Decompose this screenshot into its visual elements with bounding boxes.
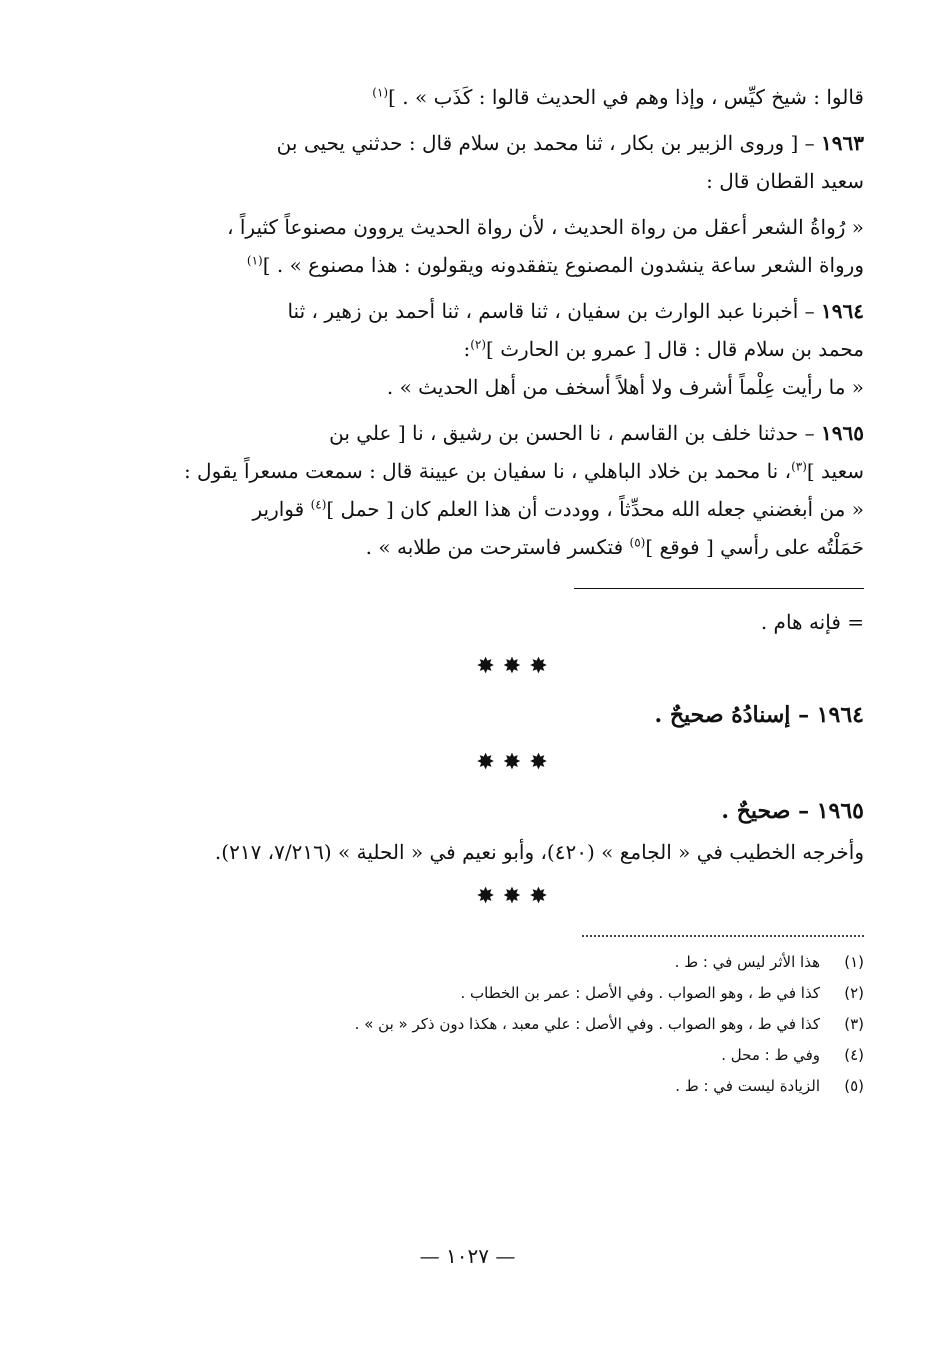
footnote-ref: (١) <box>372 85 389 100</box>
quote-1963 <box>168 208 864 284</box>
footnote-ref: (١) <box>246 253 263 268</box>
footnote-number: (١) <box>844 953 864 971</box>
text-line: حَمَلْتُه على رأسي [ فوقع ] <box>645 535 864 559</box>
text-line: – أخبرنا عبد الوارث بن سفيان ، ثنا قاسم ، ثنا أحمد بن زهير ، ثنا <box>287 299 822 323</box>
item-number: ١٩٦٥ <box>821 421 864 445</box>
text-line: ، نا محمد بن خلاد الباهلي ، نا سفيان بن عيينة قال : سمعت مسعراً يقول : <box>183 459 792 483</box>
footnote-number: (٥) <box>844 1077 864 1095</box>
paragraph-1964 <box>168 292 864 406</box>
stars-divider: ✸✸✸ <box>476 750 556 775</box>
heading-1965: ١٩٦٥ – صحيحٌ . <box>721 798 864 824</box>
footnote-text: وفي ط : محل . <box>721 1046 820 1064</box>
footnote-number: (٤) <box>844 1046 864 1064</box>
footnote-text: كذا في ط ، وهو الصواب . وفي الأصل : علي معبد ، هكذا دون ذكر « بن » . <box>354 1015 820 1033</box>
paragraph-continuation <box>168 78 864 116</box>
footnote <box>168 1071 864 1102</box>
continuation-note: = فإنه هام . <box>760 610 864 634</box>
heading-1964: ١٩٦٤ – إسنادُهُ صحيحٌ . <box>654 702 864 728</box>
footnote-ref: (٤) <box>310 497 327 512</box>
commentary-separator <box>574 588 864 589</box>
paragraph-1965 <box>168 414 864 566</box>
footnote-text: كذا في ط ، وهو الصواب . وفي الأصل : عمر بن الخطاب . <box>460 984 820 1002</box>
footnote-text: الزيادة ليست في : ط . <box>675 1077 820 1095</box>
text-line: « رُواةُ الشعر أعقل من رواة الحديث ، لأن رواة الحديث يروون مصنوعاً كثيراً ، <box>227 215 864 239</box>
text-line: سعيد القطان قال : <box>706 169 864 193</box>
footnote-ref: (٥) <box>629 535 646 550</box>
stars-divider: ✸✸✸ <box>476 654 556 679</box>
footnote <box>168 1040 864 1071</box>
footnote-number: (٣) <box>844 1015 864 1033</box>
footnote <box>168 1009 864 1040</box>
text-line: – حدثنا خلف بن القاسم ، نا الحسن بن رشيق ، نا [ علي بن <box>329 421 822 445</box>
footnote-ref: (٢) <box>470 337 487 352</box>
text-line: : <box>463 337 471 361</box>
text-line: قوارير <box>252 497 311 521</box>
item-number: ١٩٦٣ <box>821 131 864 155</box>
stars-divider: ✸✸✸ <box>476 884 556 909</box>
text-line: فتكسر فاسترحت من طلابه » . <box>365 535 630 559</box>
paragraph-1963 <box>168 124 864 200</box>
text-line: محمد بن سلام قال : قال [ عمرو بن الحارث ] <box>486 337 864 361</box>
footnote-number: (٢) <box>844 984 864 1002</box>
footnotes <box>168 947 864 1102</box>
text-line: « من أبغضني جعله الله محدِّثاً ، ووددت أن هذا العلم كان [ حمل ] <box>326 497 864 521</box>
takhrij-line: وأخرجه الخطيب في « الجامع » (٤٢٠)، وأبو نعيم في « الحلية » (٧/٢١٦، ٢١٧). <box>214 840 864 864</box>
text-line: سعيد ] <box>806 459 864 483</box>
page-number: — ١٠٢٧ — <box>419 1244 516 1268</box>
text-line: قالوا : شيخ كيِّس ، وإذا وهم في الحديث قالوا : كَذَب » . ] <box>388 85 864 109</box>
footnote <box>168 947 864 978</box>
footnote-separator <box>582 935 864 937</box>
document-page <box>168 78 864 1102</box>
text-line: – [ وروى الزبير بن بكار ، ثنا محمد بن سلام قال : حدثني يحيى بن <box>276 131 822 155</box>
footnote-text: هذا الأثر ليس في : ط . <box>674 953 820 971</box>
footnote <box>168 978 864 1009</box>
text-line: ورواة الشعر ساعة ينشدون المصنوع يتفقدونه ويقولون : هذا مصنوع » . ] <box>262 253 864 277</box>
item-number: ١٩٦٤ <box>821 299 864 323</box>
quote-line: « ما رأيت عِلْماً أشرف ولا أهلاً أسخف من أهل الحديث » . <box>386 375 864 399</box>
footnote-ref: (٣) <box>791 459 807 474</box>
